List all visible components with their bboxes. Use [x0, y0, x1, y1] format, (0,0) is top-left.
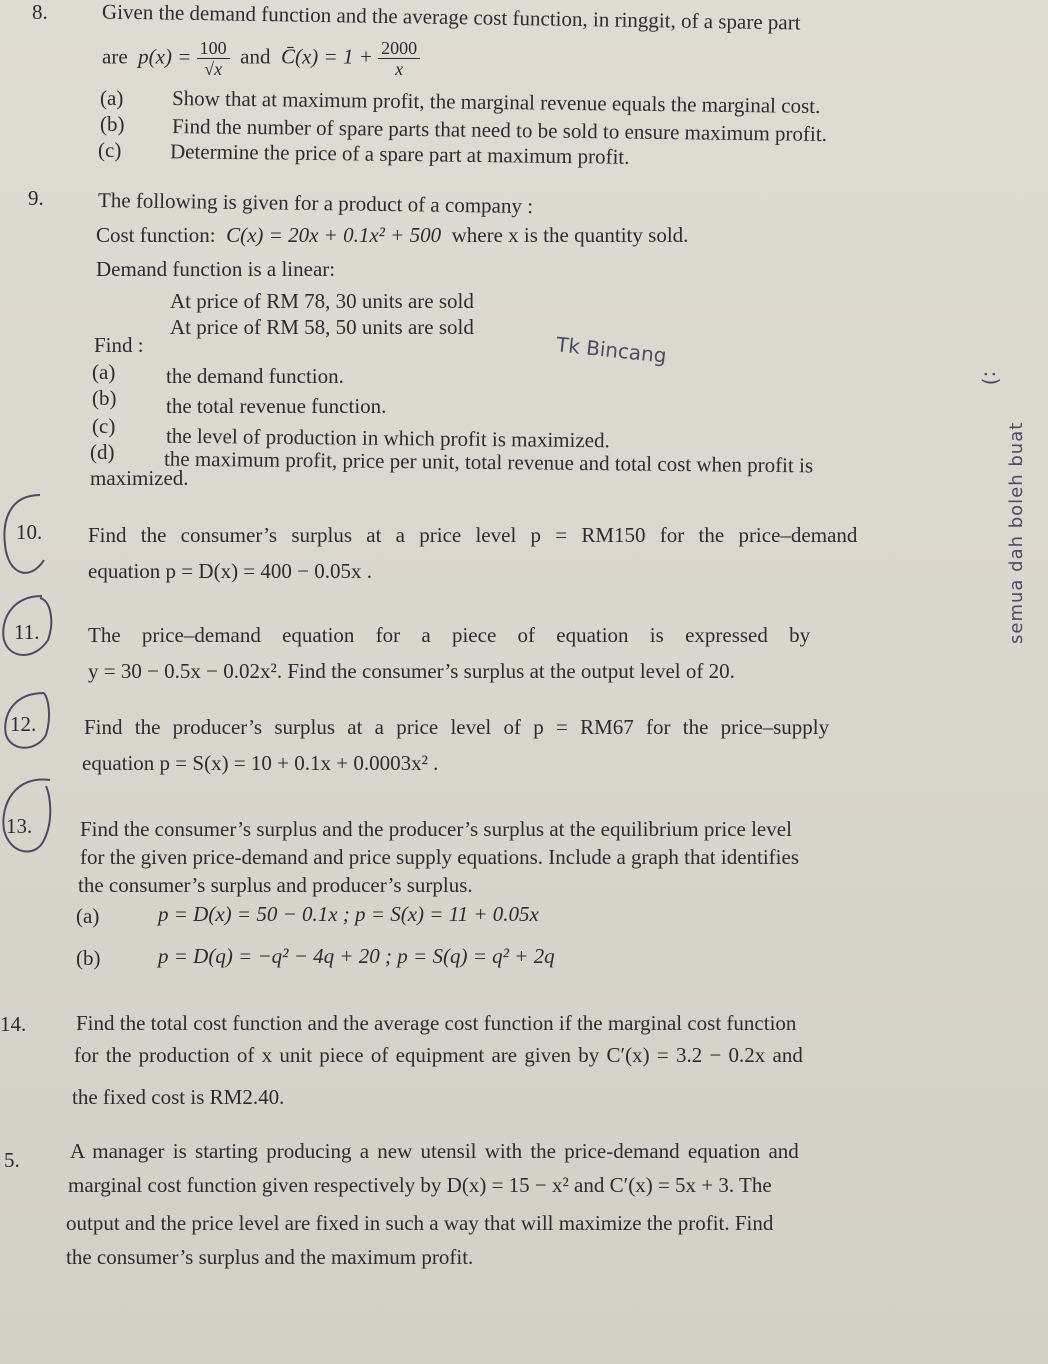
part-text: the maximum profit, price per unit, total revenue and total cost when profit is	[163, 446, 814, 478]
part-label: (b)	[92, 386, 117, 410]
question-text: Find the consumer’s surplus at a price level p = RM150 for the price–demand	[88, 523, 858, 547]
question-text: equation p = D(x) = 400 − 0.05x .	[88, 559, 372, 583]
demand-fraction: $\frac{100}{√x}$	[197, 38, 230, 79]
question-text: Find the producer’s surplus at a price level of p = RM67 for the price–supply	[84, 715, 830, 739]
part-label: (d)	[90, 440, 115, 464]
question-text: marginal cost function given respectively by D(x) = 15 − x² and C′(x) = 5x + 3. The	[68, 1173, 772, 1197]
part-continuation: maximized.	[90, 466, 189, 490]
handwritten-margin-note: semua dah boleh buat	[1006, 421, 1027, 644]
cost-formula: C(x) = 20x + 0.1x² + 500	[226, 223, 442, 247]
part-text: Show that at maximum profit, the marginal revenue equals the marginal cost.	[171, 86, 821, 118]
find-label: Find :	[94, 333, 144, 357]
question-text: for the given price-demand and price supply equations. Include a graph that identifies	[80, 845, 800, 869]
question-text: the consumer’s surplus and the maximum profit.	[66, 1245, 474, 1269]
avgcost-formula: C̄(x) = 1 +	[280, 44, 373, 69]
handwritten-note: Tk Bincang	[555, 332, 668, 368]
part-equation: p = D(q) = −q² − 4q + 20 ; p = S(q) = q² + 2q	[158, 944, 555, 968]
question-text: Given the demand function and the average cost function, in ringgit, of a spare part	[101, 0, 801, 35]
cost-line: Cost function: C(x) = 20x + 0.1x² + 500 where x is the quantity sold.	[96, 223, 689, 247]
part-label: (a)	[100, 86, 124, 110]
part-label: (c)	[92, 414, 116, 438]
condition-1: At price of RM 78, 30 units are sold	[170, 289, 474, 313]
question-text: output and the price level are fixed in such a way that will maximize the profit. Find	[66, 1211, 774, 1235]
handwritten-smiley: :)	[979, 370, 1004, 386]
part-text: Find the number of spare parts that need to be sold to ensure maximum profit.	[171, 114, 828, 146]
are-text: are	[102, 44, 128, 69]
question-number: 12.	[10, 712, 37, 736]
demand-formula: p(x) =	[138, 44, 192, 69]
formula-line	[102, 38, 420, 90]
demand-label: Demand function is a linear:	[96, 257, 336, 281]
part-text: the demand function.	[166, 364, 344, 388]
question-text: the fixed cost is RM2.40.	[72, 1085, 285, 1109]
question-text: Find the total cost function and the average cost function if the marginal cost function	[76, 1011, 797, 1035]
part-equation: p = D(x) = 50 − 0.1x ; p = S(x) = 11 + 0.05x	[158, 902, 539, 926]
question-number: 8.	[32, 0, 48, 24]
question-text: The following is given for a product of a company :	[97, 187, 534, 219]
question-number: 5.	[4, 1148, 20, 1172]
question-number: 11.	[14, 620, 40, 644]
question-text: equation p = S(x) = 10 + 0.1x + 0.0003x² .	[82, 751, 439, 775]
question-text: y = 30 − 0.5x − 0.02x². Find the consumer’s surplus at the output level of 20.	[88, 659, 735, 683]
question-text: the consumer’s surplus and producer’s surplus.	[78, 873, 473, 897]
question-text: The price–demand equation for a piece of equation is expressed by	[88, 623, 811, 647]
part-text: the level of production in which profit is maximized.	[165, 423, 610, 453]
question-text: Find the consumer’s surplus and the producer’s surplus at the equilibrium price level	[80, 817, 792, 841]
avgcost-fraction: $\frac{2000}{x}$	[378, 38, 420, 79]
part-label: (b)	[100, 112, 125, 136]
part-label: (c)	[98, 138, 122, 162]
and-text: and	[240, 44, 271, 69]
part-label: (a)	[92, 360, 116, 384]
question-number: 10.	[16, 520, 43, 544]
question-number: 13.	[6, 814, 33, 838]
condition-2: At price of RM 58, 50 units are sold	[170, 315, 474, 339]
part-label: (b)	[76, 946, 101, 970]
question-number: 9.	[28, 186, 44, 210]
question-number: 14.	[0, 1012, 27, 1036]
question-text: for the production of x unit piece of equipment are given by C′(x) = 3.2 − 0.2x and	[74, 1043, 803, 1067]
question-text: A manager is starting producing a new utensil with the price-demand equation and	[70, 1139, 799, 1163]
part-label: (a)	[76, 904, 100, 928]
part-text: the total revenue function.	[166, 394, 387, 418]
part-text: Determine the price of a spare part at maximum profit.	[169, 139, 630, 169]
